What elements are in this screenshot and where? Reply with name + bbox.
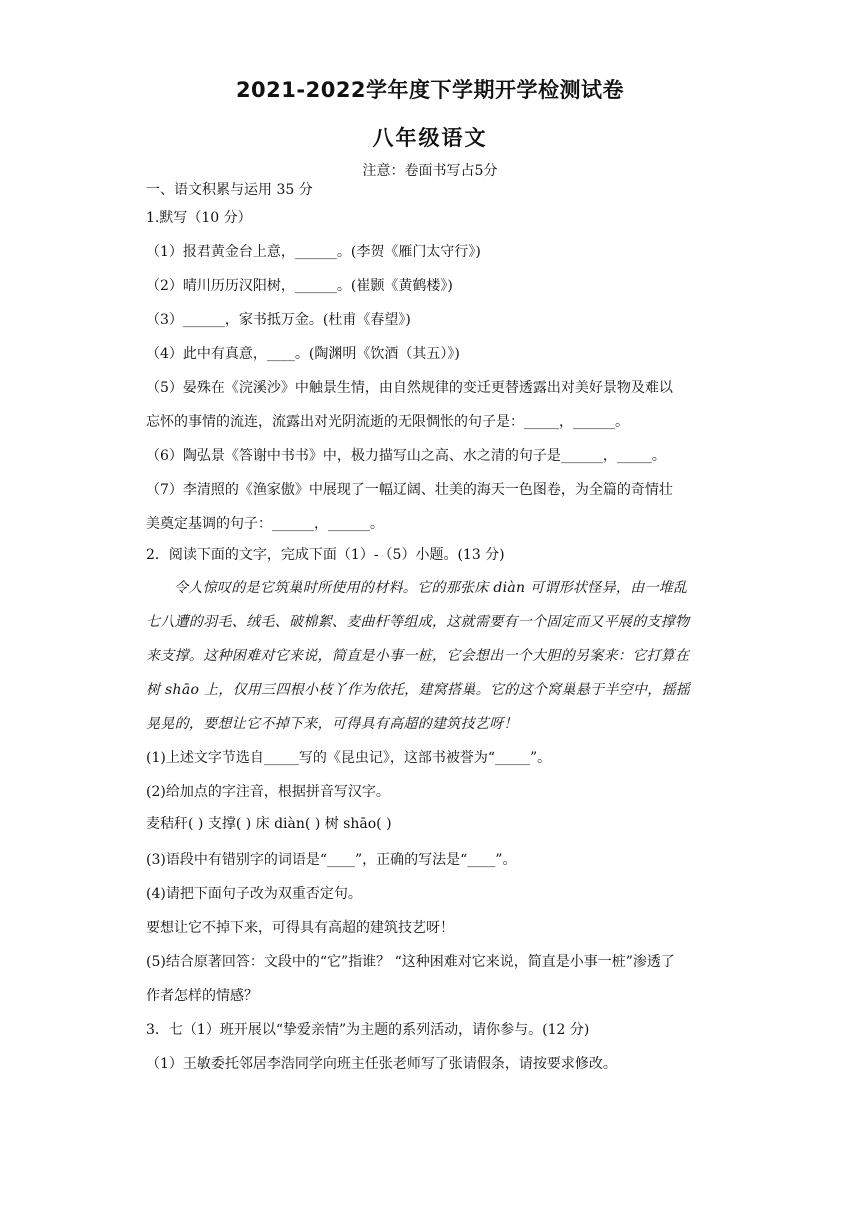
- q2-title: 2．阅读下面的文字，完成下面（1）-（5）小题。(13 分): [146, 547, 505, 563]
- q2-item-5: (5)结合原著回答：文段中的“它”指谁？ “这种困难对它来说，简直是小事一桩”渗透了: [146, 954, 675, 970]
- section-heading: 一、语文积累与运用 35 分: [146, 182, 313, 198]
- passage-line: 令人惊叹的是它筑巢时所使用的材料。它的那张床 diàn 可谓形状怪异，由一堆乱: [174, 580, 688, 596]
- q1-item-1: （1）报君黄金台上意，______。(李贺《雁门太守行》): [146, 244, 481, 260]
- q2-item-4: (4)请把下面句子改为双重否定句。: [146, 886, 362, 902]
- q1-item-6: （6）陶弘景《答谢中书书》中，极力描写山之高、水之清的句子是______，_____。: [146, 448, 666, 464]
- passage-line: 树 shāo 上，仅用三四根小枝丫作为依托，建窝搭巢。它的这个窝巢悬于半空中，摇摇: [146, 682, 691, 698]
- q3-item-1: （1）王敏委托邻居李浩同学向班主任张老师写了张请假条，请按要求修改。: [146, 1056, 617, 1072]
- q2-item-2: (2)给加点的字注音，根据拼音写汉字。: [146, 784, 390, 800]
- q3-title: 3．七（1）班开展以“挚爱亲情”为主题的系列活动，请你参与。(12 分): [146, 1022, 590, 1038]
- q2-item-3: (3)语段中有错别字的词语是“____”，正确的写法是“____”。: [146, 852, 517, 868]
- passage-line: 晃晃的，要想让它不掉下来，可得具有高超的建筑技艺呀！: [146, 716, 518, 732]
- q2-item-4-sentence: 要想让它不掉下来，可得具有高超的建筑技艺呀！: [146, 920, 454, 936]
- q1-item-2: （2）晴川历历汉阳树，______。(崔颢《黄鹤楼》): [146, 278, 453, 294]
- q1-item-5: （5）晏殊在《浣溪沙》中触景生情，由自然规律的变迁更替透露出对美好景物及难以: [146, 380, 673, 396]
- q1-item-7: （7）李清照的《渔家傲》中展现了一幅辽阔、壮美的海天一色图卷，为全篇的奇情壮: [146, 482, 673, 498]
- exam-subtitle: 八年级语文: [372, 126, 488, 150]
- exam-note: 注意：卷面书写占5分: [362, 163, 498, 179]
- q1-item-7-cont: 美奠定基调的句子：______，______。: [146, 516, 384, 532]
- exam-title: 2021-2022学年度下学期开学检测试卷: [235, 78, 625, 102]
- q1-title: 1.默写（10 分）: [146, 210, 252, 226]
- q1-item-5-cont: 忘怀的事情的流连，流露出对光阴流逝的无限惆怅的句子是：_____，______。: [146, 414, 629, 430]
- passage-line: 七八遭的羽毛、绒毛、破棉絮、麦曲杆等组成，这就需要有一个固定而又平展的支撑物: [146, 614, 690, 630]
- q2-passage: [146, 571, 726, 741]
- passage-line: 来支撑。这种困难对它来说，简直是小事一桩，它会想出一个大胆的另案来：它打算在: [146, 648, 690, 664]
- q1-item-4: （4）此中有真意，____。(陶渊明《饮酒（其五）》): [146, 346, 460, 362]
- q2-item-5-cont: 作者怎样的情感？: [146, 988, 258, 1004]
- q2-item-1: (1)上述文字节选自_____写的《昆虫记》，这部书被誉为“_____”。: [146, 750, 552, 766]
- q2-item-2-blanks: 麦秸秆( ) 支撑( ) 床 diàn( ) 树 shāo( ): [146, 816, 392, 832]
- q1-item-3: （3）______，家书抵万金。(杜甫《春望》): [146, 312, 411, 328]
